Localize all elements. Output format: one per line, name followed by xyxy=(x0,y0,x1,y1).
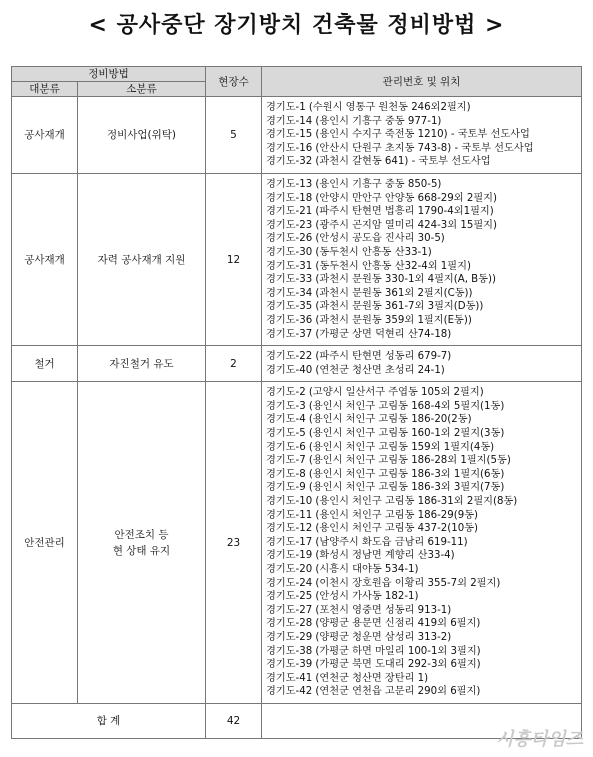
location-item: 경기도-39 (가평군 북면 도대리 292-3외 6필지) xyxy=(266,659,481,671)
location-list-cell xyxy=(262,382,582,704)
location-item: 경기도-28 (양평군 용문면 신점리 419외 6필지) xyxy=(266,618,481,630)
location-item: 경기도-30 (동두천시 안흥동 산33-1) xyxy=(266,246,432,258)
location-item: 경기도-12 (용인시 처인구 고림동 437-2(10동) xyxy=(266,523,479,535)
page-title: < 공사중단 장기방치 건축물 정비방법 > xyxy=(88,13,505,38)
location-item: 경기도-16 (안산시 단원구 초지동 743-8) - 국토부 선도사업 xyxy=(266,142,534,154)
location-item: 경기도-6 (용인시 처인구 고림동 159외 1필지(4동) xyxy=(266,441,495,453)
location-item: 경기도-15 (용인시 수지구 죽전동 1210) - 국토부 선도사업 xyxy=(266,129,530,141)
total-label: 합 계 xyxy=(12,703,206,738)
location-item: 경기도-36 (과천시 문원동 359외 1필지(E동)) xyxy=(266,314,472,326)
header-count: 현장수 xyxy=(206,67,262,97)
location-item: 경기도-19 (화성시 정남면 계향리 산33-4) xyxy=(266,550,455,562)
location-item: 경기도-17 (남양주시 화도읍 금남리 619-11) xyxy=(266,536,468,548)
location-item: 경기도-32 (과천시 갈현동 641) - 국토부 선도사업 xyxy=(266,156,491,168)
table-row xyxy=(12,346,582,382)
location-item: 경기도-8 (용인시 처인구 고림동 186-3외 1필지(6동) xyxy=(266,468,505,480)
location-item: 경기도-18 (안양시 만안구 안양동 668-29외 2필지) xyxy=(266,192,497,204)
site-count-cell: 2 xyxy=(206,346,262,382)
location-item: 경기도-11 (용인시 처인구 고림동 186-29(9동) xyxy=(266,509,479,521)
location-item: 경기도-25 (안성시 가사동 182-1) xyxy=(266,591,419,603)
location-item: 경기도-2 (고양시 일산서구 주엽동 105외 2필지) xyxy=(266,387,484,399)
table-body xyxy=(12,97,582,704)
location-item: 경기도-31 (동두천시 안흥동 산32-4외 1필지) xyxy=(266,260,471,272)
location-item: 경기도-29 (양평군 청운면 삼성리 313-2) xyxy=(266,631,452,643)
location-item: 경기도-42 (연천군 연천읍 고문리 290외 6필지) xyxy=(266,686,481,698)
location-item: 경기도-37 (가평군 상면 덕현리 산74-18) xyxy=(266,328,452,340)
minor-category-cell xyxy=(78,382,206,704)
header-major: 대분류 xyxy=(12,82,78,97)
minor-category-cell xyxy=(78,173,206,345)
header-method: 정비방법 xyxy=(12,67,206,82)
major-category-cell: 공사재개 xyxy=(12,97,78,174)
total-count: 42 xyxy=(206,703,262,738)
location-item: 경기도-3 (용인시 처인구 고림동 168-4외 5필지(1동) xyxy=(266,400,505,412)
minor-category-cell xyxy=(78,97,206,174)
table-row xyxy=(12,173,582,345)
location-item: 경기도-22 (파주시 탄현면 성동리 679-7) xyxy=(266,351,452,363)
location-item: 경기도-27 (포천시 영중면 성동리 913-1) xyxy=(266,604,452,616)
watermark-text: 시흥타임즈 xyxy=(496,729,583,750)
location-item: 경기도-9 (용인시 처인구 고림동 186-3외 3필지(7동) xyxy=(266,482,505,494)
location-item: 경기도-1 (수원시 영통구 원천동 246외2필지) xyxy=(266,102,471,113)
header-minor: 소분류 xyxy=(78,82,206,97)
location-item: 경기도-41 (연천군 청산면 장탄리 1) xyxy=(266,672,429,684)
location-item: 경기도-24 (이천시 장호원읍 이황리 355-7외 2필지) xyxy=(266,577,501,589)
major-category-cell: 안전관리 xyxy=(12,382,78,704)
location-item: 경기도-5 (용인시 처인구 고림동 160-1외 2필지(3동) xyxy=(266,428,505,440)
location-item: 경기도-38 (가평군 하면 마일리 100-1외 3필지) xyxy=(266,645,481,657)
minor-category-line: 안전조치 등 xyxy=(114,528,169,541)
location-item: 경기도-20 (시흥시 대야동 534-1) xyxy=(266,564,419,575)
table-row xyxy=(12,382,582,704)
location-item: 경기도-35 (과천시 문원동 361-7외 3필지(D동)) xyxy=(266,301,484,313)
location-item: 경기도-7 (용인시 처인구 고림동 186-28외 1필지(5동) xyxy=(266,455,511,467)
location-list-cell xyxy=(262,346,582,382)
major-category-cell: 철거 xyxy=(12,346,78,382)
location-list-cell xyxy=(262,173,582,345)
watermark-logo xyxy=(496,725,583,751)
location-item: 경기도-23 (광주시 곤지암 열미리 424-3외 15필지) xyxy=(266,219,497,231)
major-category-cell: 공사재개 xyxy=(12,173,78,345)
site-count-cell: 23 xyxy=(206,382,262,704)
header-location: 관리번호 및 위치 xyxy=(262,67,582,97)
location-item: 경기도-26 (안성시 공도읍 진사리 30-5) xyxy=(266,233,445,245)
location-item: 경기도-14 (용인시 기흥구 중동 977-1) xyxy=(266,115,442,127)
maintenance-table xyxy=(11,66,582,739)
location-item: 경기도-21 (파주시 탄현면 법흥리 1790-4외1필지) xyxy=(266,206,494,218)
location-list-cell xyxy=(262,97,582,174)
minor-category-cell xyxy=(78,346,206,382)
minor-category-line: 정비사업(위탁) xyxy=(106,128,177,141)
location-item: 경기도-33 (과천시 문원동 330-1외 4필지(A, B동)) xyxy=(266,274,496,286)
location-item: 경기도-10 (용인시 처인구 고림동 186-31외 2필지(8동) xyxy=(266,496,518,508)
location-item: 경기도-13 (용인시 기흥구 중동 850-5) xyxy=(266,178,442,190)
minor-category-line: 자력 공사재개 지원 xyxy=(97,253,186,266)
minor-category-line: 현 상태 유지 xyxy=(112,544,171,557)
minor-category-line: 자진철거 유도 xyxy=(109,357,174,370)
site-count-cell: 12 xyxy=(206,173,262,345)
table-row xyxy=(12,97,582,174)
location-item: 경기도-4 (용인시 처인구 고림동 186-20(2동) xyxy=(266,414,472,426)
location-item: 경기도-34 (과천시 문원동 361외 2필지(C동)) xyxy=(266,287,473,299)
site-count-cell: 5 xyxy=(206,97,262,174)
location-item: 경기도-40 (연천군 청산면 초성리 24-1) xyxy=(266,364,445,376)
